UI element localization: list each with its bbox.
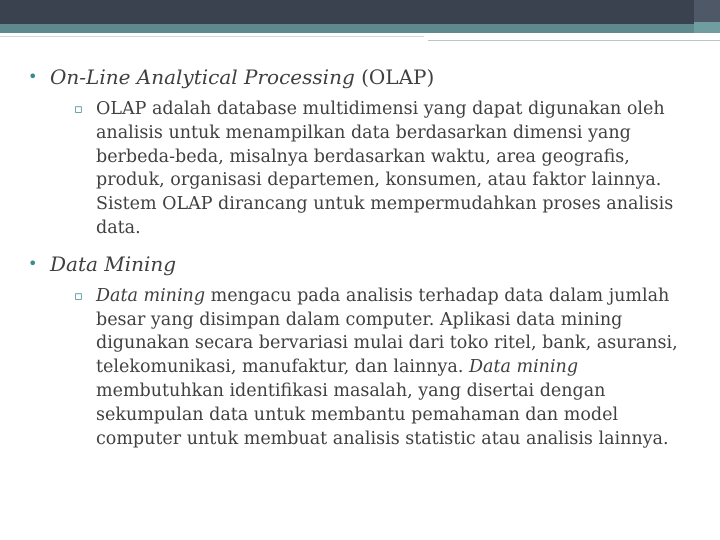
olap-description: OLAP adalah database multidimensi yang dapat digunakan oleh analisis untuk menampilkan data berdasarkan dimensi yang berbeda-beda, misalnya berdasarkan waktu, area geografis, produk, organisasi departemen, konsumen, atau faktor lainnya. Sistem OLAP dirancang untuk mempermudahkan proses analisis data. bbox=[96, 99, 674, 238]
sub-bullet-data-mining bbox=[24, 285, 696, 452]
slide-content bbox=[24, 62, 696, 459]
data-mining-text-2: membutuhkan identifikasi masalah, yang disertai dengan sekumpulan data untuk membantu pemahaman dan model computer untuk membuat analisis statistic atau analisis lainnya. bbox=[96, 380, 669, 449]
data-mining-text-1: mengacu pada analisis terhadap data dalam jumlah besar yang disimpan dalam computer. Aplikasi data mining digunakan secara bervariasi mulai dari toko ritel, bank, asuransi, telekomunikasi, manufaktur, dan lainnya. bbox=[96, 285, 678, 378]
square-bullet-icon: ▫ bbox=[74, 288, 83, 304]
bullet-dot-icon: • bbox=[28, 67, 38, 86]
bullet-dot-icon: • bbox=[28, 253, 38, 273]
square-bullet-icon: ▫ bbox=[74, 102, 83, 117]
header-band-dark bbox=[0, 0, 720, 24]
olap-title-acronym: (OLAP) bbox=[354, 65, 435, 89]
data-mining-term-1: Data mining bbox=[96, 285, 206, 306]
olap-title-italic: On-Line Analytical Processing bbox=[50, 65, 355, 89]
sub-bullet-olap bbox=[24, 98, 696, 241]
header-divider-left bbox=[0, 36, 424, 37]
data-mining-title: Data Mining bbox=[50, 251, 177, 276]
data-mining-term-2: Data mining bbox=[469, 357, 579, 378]
bullet-olap bbox=[24, 62, 696, 92]
header-divider-right bbox=[428, 40, 720, 41]
header-band-teal bbox=[0, 24, 720, 33]
bullet-data-mining bbox=[24, 249, 696, 279]
header-corner-square bbox=[694, 0, 720, 22]
